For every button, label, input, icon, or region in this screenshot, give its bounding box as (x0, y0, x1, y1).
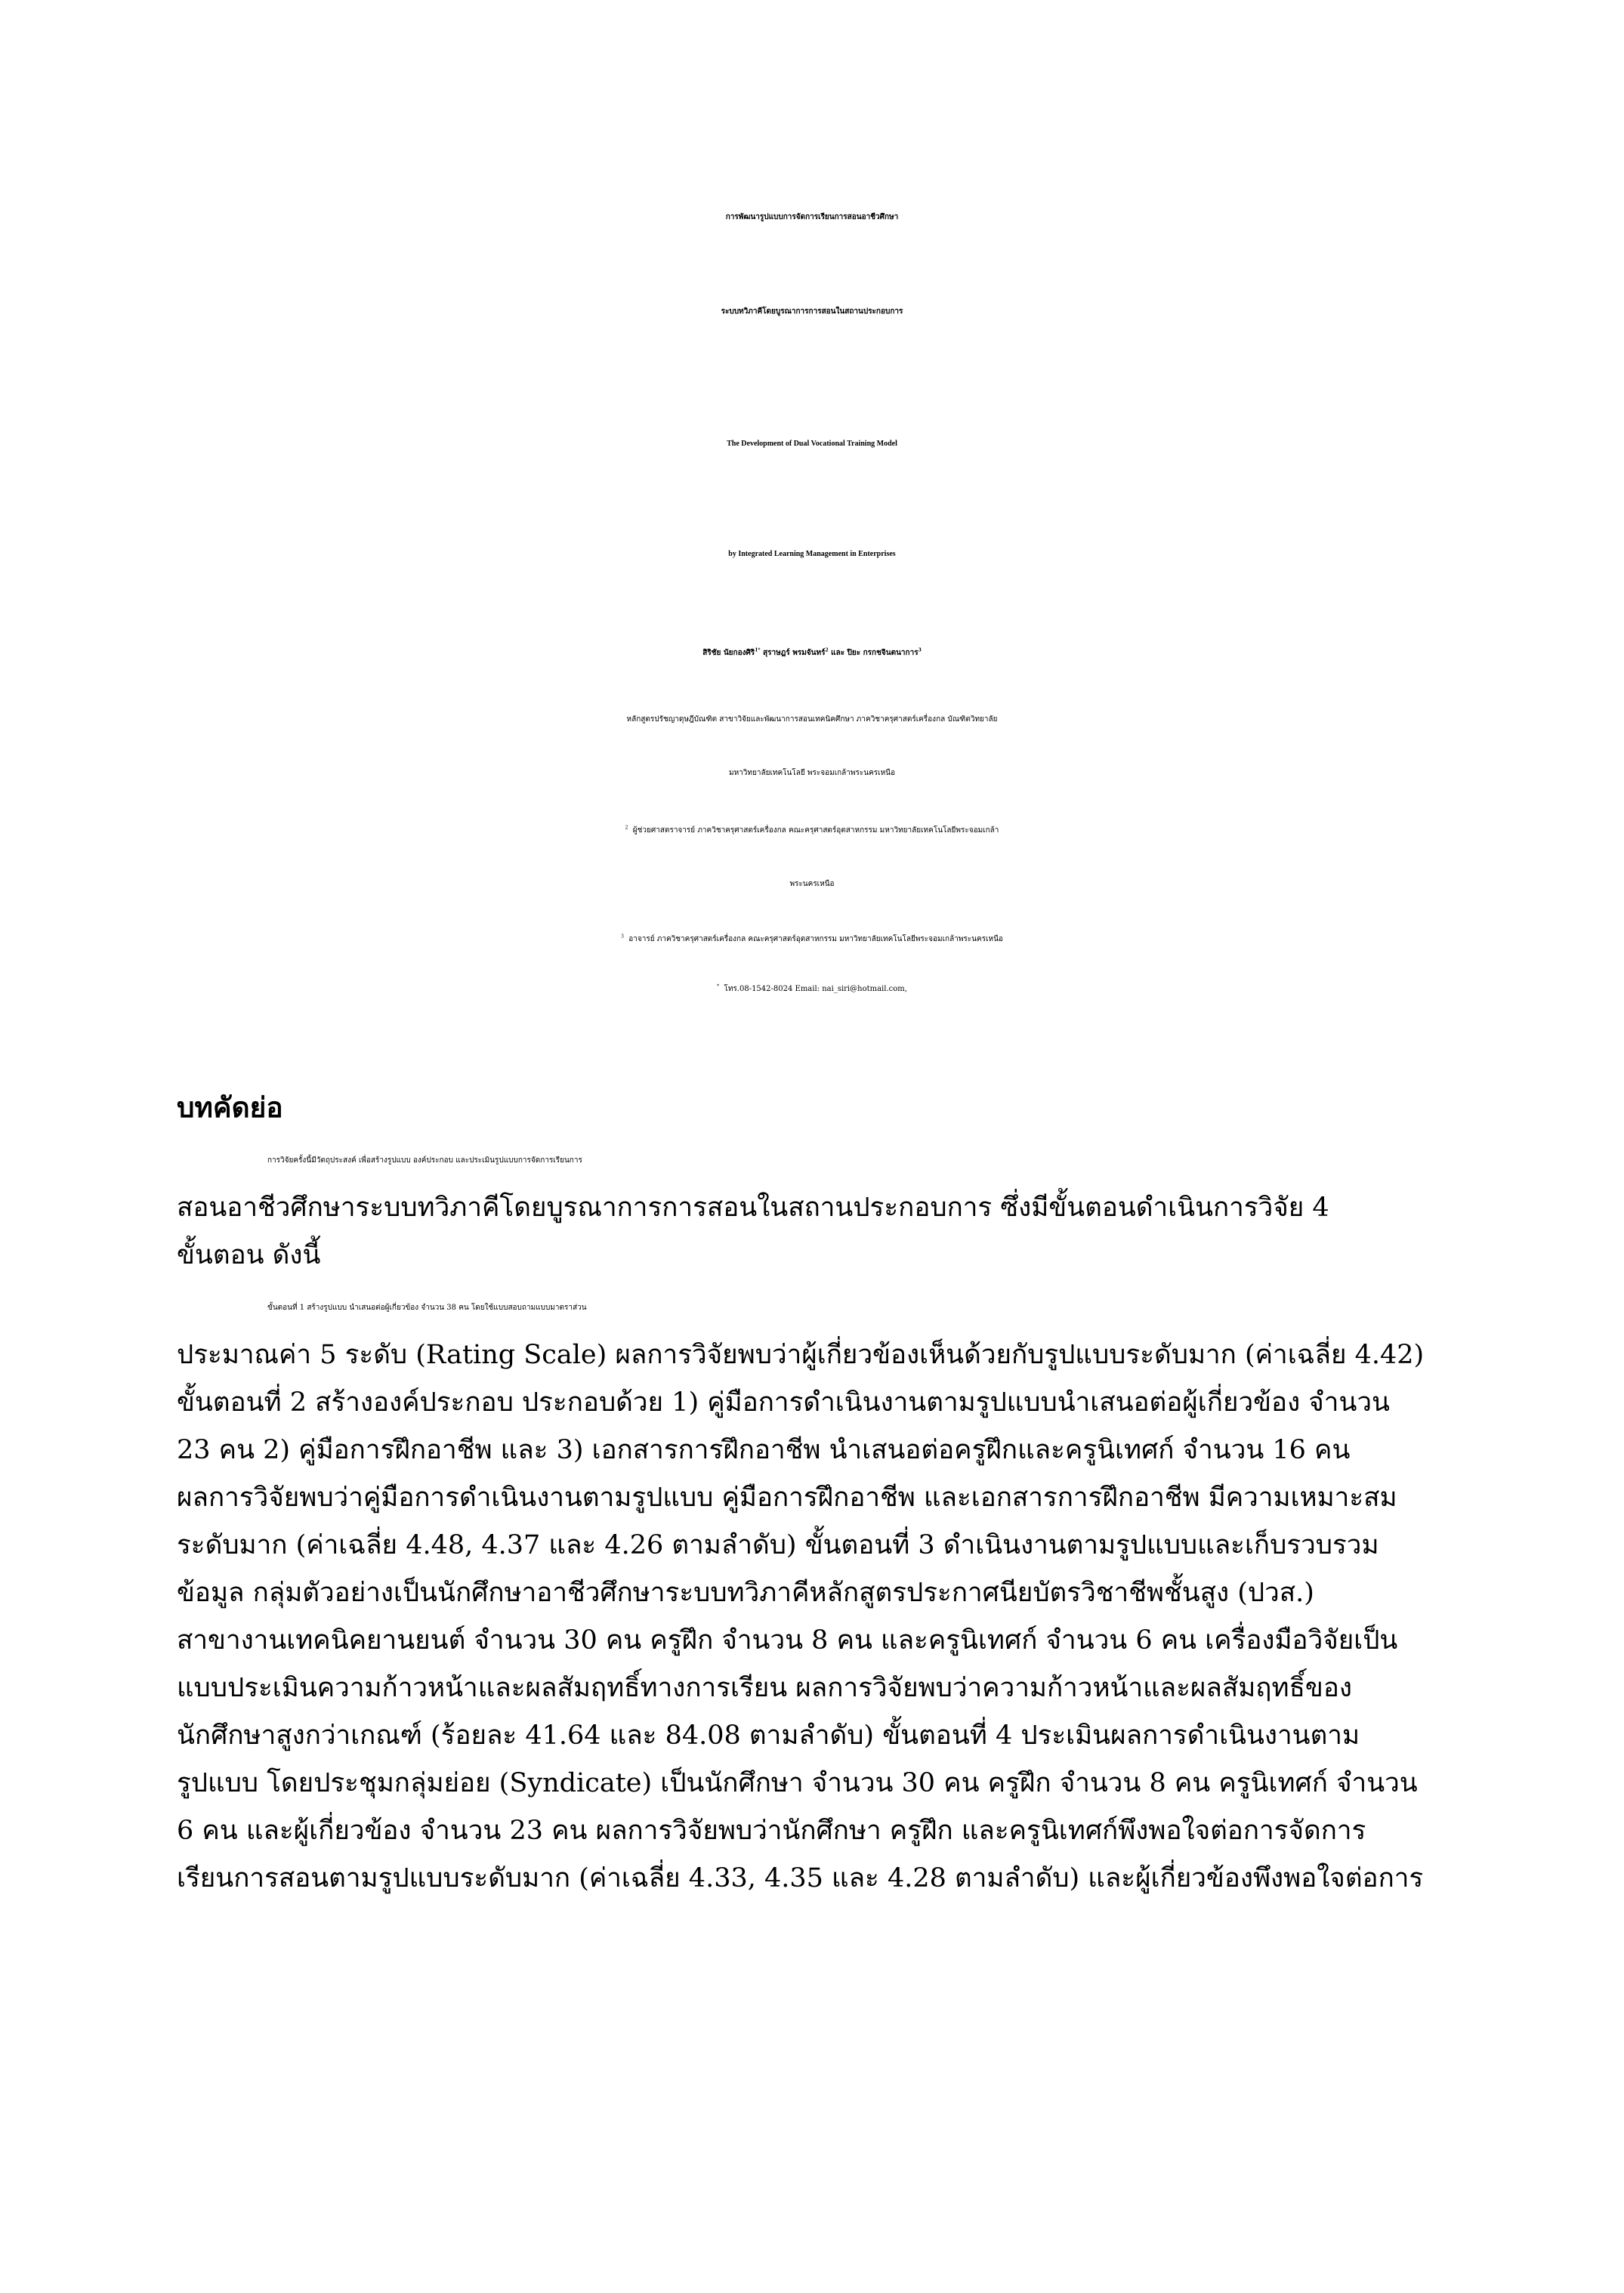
contact-text: โทร.08-1542-8024 Email: nai_siri@hotmail.com, (724, 985, 907, 993)
title-english-line-1: The Development of Dual Vocational Training Model (727, 440, 897, 448)
author-3: ปิยะ กรกชจินตนาการ (847, 649, 919, 657)
author-1-mark: 1* (755, 647, 761, 653)
abstract-p2-line: ขั้นตอนที่ 2 สร้างองค์ประกอบ ประกอบด้วย 1) คู่มือการดำเนินงานตามรูปแบบนำเสนอต่อผู้เกี่ยวข้อง จำนวน (177, 1387, 1390, 1418)
abstract-p2-line: นักศึกษาสูงกว่าเกณฑ์ (ร้อยละ 41.64 และ 84.08 ตามลำดับ) ขั้นตอนที่ 4 ประเมินผลการดำเนินงานตาม (177, 1721, 1360, 1751)
abstract-p2-line: รูปแบบ โดยประชุมกลุ่มย่อย (Syndicate) เป็นนักศึกษา จำนวน 30 คน ครูฝึก จำนวน 8 คน ครูนิเทศก์ จำนวน (177, 1768, 1418, 1798)
title-thai-line-1: การพัฒนารูปแบบการจัดการเรียนการสอนอาชีวศึกษา (725, 213, 899, 221)
abstract-p2-line: ขั้นตอนที่ 1 สร้างรูปแบบ นำเสนอต่อผู้เกี่ยวข้อง จำนวน 38 คน โดยใช้แบบสอบถามแบบมาตราส่วน (267, 1304, 587, 1312)
affiliation-1-line-2: มหาวิทยาลัยเทคโนโลยี พระจอมเกล้าพระนครเหนือ (729, 769, 895, 777)
contact-mark: * (717, 983, 720, 989)
author-2-mark: 2 (825, 647, 829, 653)
author-2: สุราษฎร์ พรมจันทร์ (762, 649, 826, 657)
affiliation-3-text: อาจารย์ ภาควิชาครุศาสตร์เครื่องกล คณะครุศาสตร์อุตสาหกรรม มหาวิทยาลัยเทคโนโลยีพระจอมเกล้าพระนครเหนือ (628, 935, 1003, 943)
author-conjunction: และ (831, 649, 845, 657)
abstract-paragraph-2 (177, 1284, 1461, 1903)
abstract-heading: บทคัดย่อ (177, 1091, 283, 1124)
abstract-paragraph-1 (177, 1137, 1461, 1279)
affiliation-2-line-2: พระนครเหนือ (789, 880, 835, 888)
abstract-p2-line: ข้อมูล กลุ่มตัวอย่างเป็นนักศึกษาอาชีวศึกษาระบบทวิภาคีหลักสูตรประกาศนียบัตรวิชาชีพชั้นสูง (ปวส.) (177, 1578, 1314, 1608)
abstract-p2-line: ผลการวิจัยพบว่าคู่มือการดำเนินงานตามรูปแบบ คู่มือการฝึกอาชีพ และเอกสารการฝึกอาชีพ มีความเหมาะสม (177, 1483, 1397, 1513)
abstract-p2-line: ระดับมาก (ค่าเฉลี่ย 4.48, 4.37 และ 4.26 ตามลำดับ) ขั้นตอนที่ 3 ดำเนินงานตามรูปแบบและเก็บรวบรวม (177, 1530, 1379, 1560)
abstract-p2-line: 6 คน และผู้เกี่ยวข้อง จำนวน 23 คน ผลการวิจัยพบว่านักศึกษา ครูฝึก และครูนิเทศก์พึงพอใจต่อการจัดการ (177, 1816, 1366, 1846)
affiliation-3-mark: 3 (621, 934, 624, 940)
author-3-mark: 3 (918, 647, 922, 653)
abstract-p2-line: เรียนการสอนตามรูปแบบระดับมาก (ค่าเฉลี่ย 4.33, 4.35 และ 4.28 ตามลำดับ) และผู้เกี่ยวข้องพึงพอใจต่อการ (177, 1863, 1424, 1893)
title-thai-line-2: ระบบทวิภาคีโดยบูรณาการการสอนในสถานประกอบการ (721, 307, 903, 316)
affiliation-3 (0, 934, 1624, 945)
affiliation-2-text: ผู้ช่วยศาสตราจารย์ ภาควิชาครุศาสตร์เครื่องกล คณะครุศาสตร์อุตสาหกรรม มหาวิทยาลัยเทคโนโลยีพระจอมเกล้า (632, 826, 999, 835)
affiliation-2-mark: 2 (625, 825, 628, 831)
title-english-line-2: by Integrated Learning Management in Enterprises (728, 550, 896, 558)
abstract-p1-line: ขั้นตอน ดังนี้ (177, 1240, 321, 1270)
abstract-p2-line: แบบประเมินความก้าวหน้าและผลสัมฤทธิ์ทางการเรียน ผลการวิจัยพบว่าความก้าวหน้าและผลสัมฤทธิ์ของ (177, 1673, 1352, 1703)
affiliation-1-line-1: หลักสูตรปรัชญาดุษฎีบัณฑิต สาขาวิจัยและพัฒนาการสอนเทคนิคศึกษา ภาควิชาครุศาสตร์เครื่องกล บัณฑิตวิทยาลัย (626, 715, 998, 724)
abstract-p1-line: การวิจัยครั้งนี้มีวัตถุประสงค์ เพื่อสร้างรูปแบบ องค์ประกอบ และประเมินรูปแบบการจัดการเรียนการ (267, 1156, 582, 1165)
abstract-p1-line: สอนอาชีวศึกษาระบบทวิภาคีโดยบูรณาการการสอนในสถานประกอบการ ซึ่งมีขั้นตอนดำเนินการวิจัย 4 (177, 1193, 1329, 1223)
contact-line (0, 983, 1624, 995)
abstract-p2-line: ประมาณค่า 5 ระดับ (Rating Scale) ผลการวิจัยพบว่าผู้เกี่ยวข้องเห็นด้วยกับรูปแบบระดับมาก (ค่าเฉลี่ย 4.42) (177, 1340, 1425, 1370)
affiliation-2-line-1 (0, 825, 1624, 836)
author-list (0, 647, 1624, 659)
author-1: สิริชัย นัยกองศิริ (702, 649, 755, 657)
abstract-p2-line: สาขางานเทคนิคยานยนต์ จำนวน 30 คน ครูฝึก จำนวน 8 คน และครูนิเทศก์ จำนวน 6 คน เครื่องมือวิจัยเป็น (177, 1625, 1398, 1656)
abstract-p2-line: 23 คน 2) คู่มือการฝึกอาชีพ และ 3) เอกสารการฝึกอาชีพ นำเสนอต่อครูฝึกและครูนิเทศก์ จำนวน 16 คน (177, 1435, 1351, 1465)
